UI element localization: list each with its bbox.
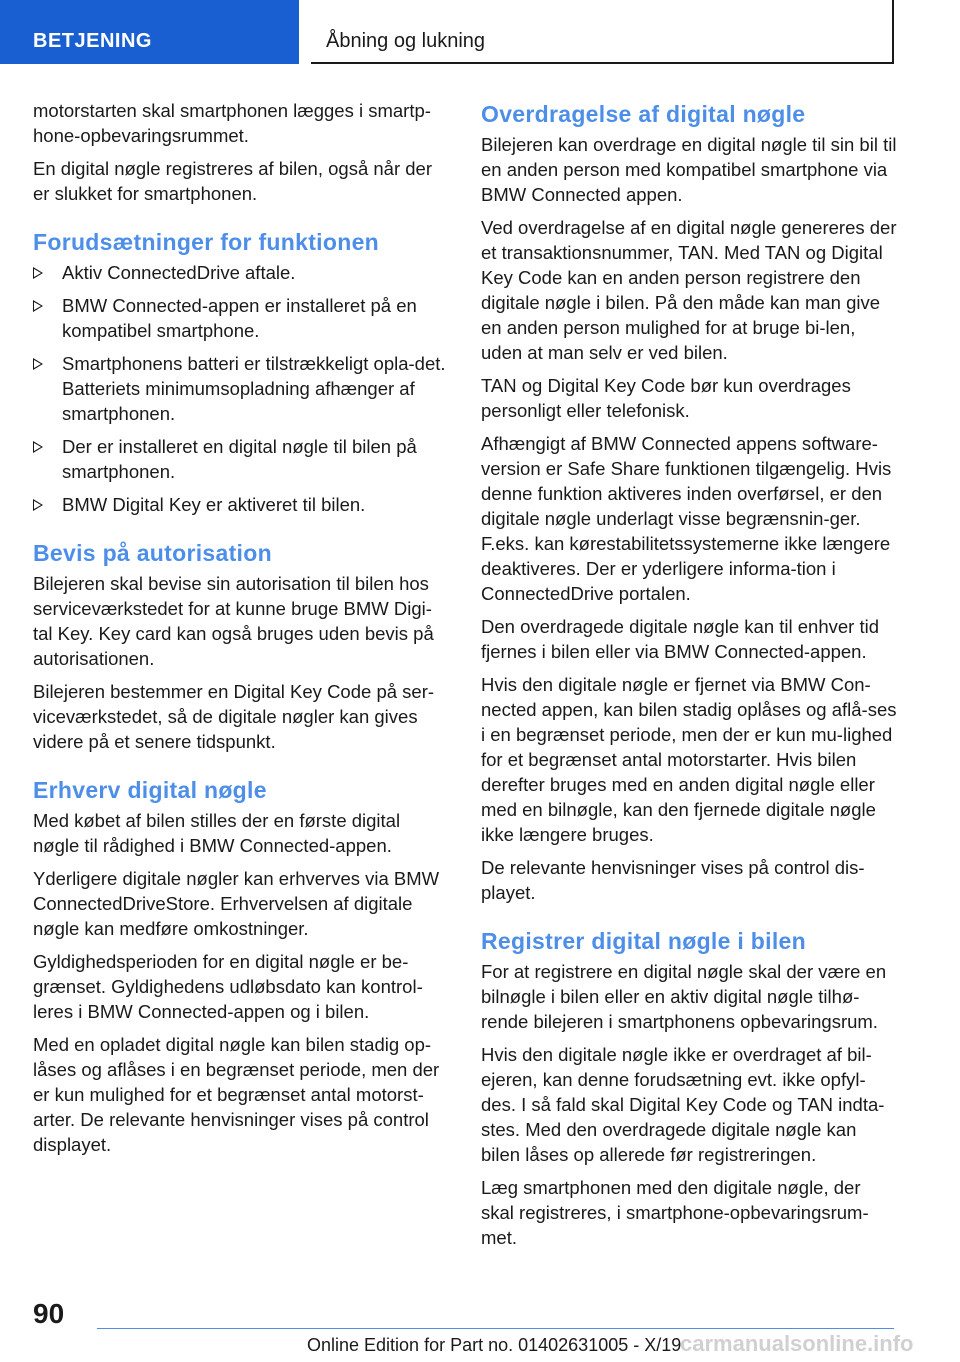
paragraph: Ved overdragelse af en digital nøgle genereres der et transaktionsnummer, TAN. Med TAN og Digital Key Code kan en anden person registrere den digitale nøgle i bilen. På den måde kan man give en anden person mulighed for at bruge bi‐len, uden at man selv er ved bilen. — [481, 217, 897, 363]
paragraph: Bilejeren kan overdrage en digital nøgle til sin bil til en anden person med kompatibel smartphone via BMW Connected appen. — [481, 134, 897, 205]
section-tab: BETJENING — [0, 0, 299, 64]
footer-divider — [97, 1328, 894, 1329]
paragraph: Bilejeren bestemmer en Digital Key Code på ser‐viceværkstedet, så de digitale nøgler kan gives videre på et senere tidspunkt. — [33, 681, 435, 752]
heading-authorisation: Bevis på autorisation — [33, 540, 272, 566]
paragraph: Gyldighedsperioden for en digital nøgle er be‐grænset. Gyldighedens udløbsdato kan kontrol‐leres i BMW Connected-appen og i bilen. — [33, 951, 423, 1022]
paragraph: Med købet af bilen stilles der en første digital nøgle til rådighed i BMW Connected-appen. — [33, 810, 401, 856]
paragraph: Hvis den digitale nøgle er fjernet via BMW Con‐nected appen, kan bilen stadig oplåses og aflå‐ses i en begrænset periode, men der er kun mu‐lighed for et begrænset antal motorstarter. Hvis bilen derefter bruges med en anden digital nøgle eller med en bilnøgle, kan den fjernede digitale nøgle ikke længere bruges. — [481, 674, 897, 845]
left-column — [33, 98, 449, 1165]
paragraph: Afhængigt af BMW Connected appens software-version er Safe Share funktionen tilgængelig. Hvis denne funktion aktiveres inden overførsel, er den digitale nøgle underlagt visse begrænsnin‐ger. F.eks. kan kørestabilitetssystemerne ikke længere deaktiveres. Der er yderligere informa‐tion i ConnectedDrive portalen. — [481, 433, 892, 604]
list-item: BMW Digital Key er aktiveret til bilen. — [33, 492, 449, 517]
paragraph: motorstarten skal smartphonen lægges i smartp‐hone-opbevaringsrummet. — [33, 100, 431, 146]
paragraph: Med en opladet digital nøgle kan bilen stadig op‐låses og aflåses i en begrænset periode, men der er kun mulighed for et begrænset antal motorst‐arter. De relevante henvisninger vises på control displayet. — [33, 1034, 440, 1155]
paragraph: Hvis den digitale nøgle ikke er overdraget af bil‐ejeren, kan denne forudsætning evt. ikke opfyl‐des. I så fald skal Digital Key Code og TAN indta‐stes. Med den overdragede digitale nøgle kan bilen låses op allerede før registreringen. — [481, 1044, 885, 1165]
list-item: Der er installeret en digital nøgle til bilen på smartphonen. — [33, 434, 449, 484]
heading-acquire-key: Erhverv digital nøgle — [33, 777, 267, 803]
heading-prerequisites: Forudsætninger for funktionen — [33, 229, 380, 255]
triangle-bullet-icon — [33, 267, 43, 279]
list-item: Smartphonens batteri er tilstrækkeligt opla‐det. Batteriets minimumsopladning afhænger af smartphonen. — [33, 351, 449, 426]
heading-register-key: Registrer digital nøgle i bilen — [481, 928, 806, 954]
paragraph: For at registrere en digital nøgle skal der være en bilnøgle i bilen eller en aktiv digital nøgle tilhø‐rende bilejeren i smartphonens opbevaringsrum. — [481, 961, 887, 1032]
prerequisites-list — [33, 260, 449, 517]
triangle-bullet-icon — [33, 441, 43, 453]
triangle-bullet-icon — [33, 300, 43, 312]
triangle-bullet-icon — [33, 358, 43, 370]
paragraph: Læg smartphonen med den digitale nøgle, der skal registreres, i smartphone-opbevaringsrum‐met. — [481, 1177, 869, 1248]
triangle-bullet-icon — [33, 499, 43, 511]
list-item: BMW Connected-appen er installeret på en kompatibel smartphone. — [33, 293, 449, 343]
page-number: 90 — [33, 1298, 65, 1329]
paragraph: TAN og Digital Key Code bør kun overdrages personligt eller telefonisk. — [481, 375, 851, 421]
list-item: Aktiv ConnectedDrive aftale. — [33, 260, 449, 285]
page-title: Åbning og lukning — [311, 0, 894, 64]
watermark: carmanualsonline.info — [680, 1331, 914, 1356]
right-column — [481, 98, 897, 1258]
paragraph: Den overdragede digitale nøgle kan til enhver tid fjernes i bilen eller via BMW Connected-appen. — [481, 616, 879, 662]
paragraph: Yderligere digitale nøgler kan erhverves via BMW ConnectedDriveStore. Erhvervelsen af digitale nøgle kan medføre omkostninger. — [33, 868, 440, 939]
heading-transfer-key: Overdragelse af digital nøgle — [481, 101, 806, 127]
paragraph: Bilejeren skal bevise sin autorisation til bilen hos serviceværkstedet for at kunne bruge BMW Digi‐tal Key. Key card kan også bruges uden bevis på autorisationen. — [33, 573, 434, 669]
paragraph: De relevante henvisninger vises på control dis‐playet. — [481, 857, 865, 903]
paragraph: En digital nøgle registreres af bilen, også når der er slukket for smartphonen. — [33, 158, 432, 204]
edition-note: Online Edition for Part no. 01402631005 - X/19 — [307, 1335, 682, 1355]
